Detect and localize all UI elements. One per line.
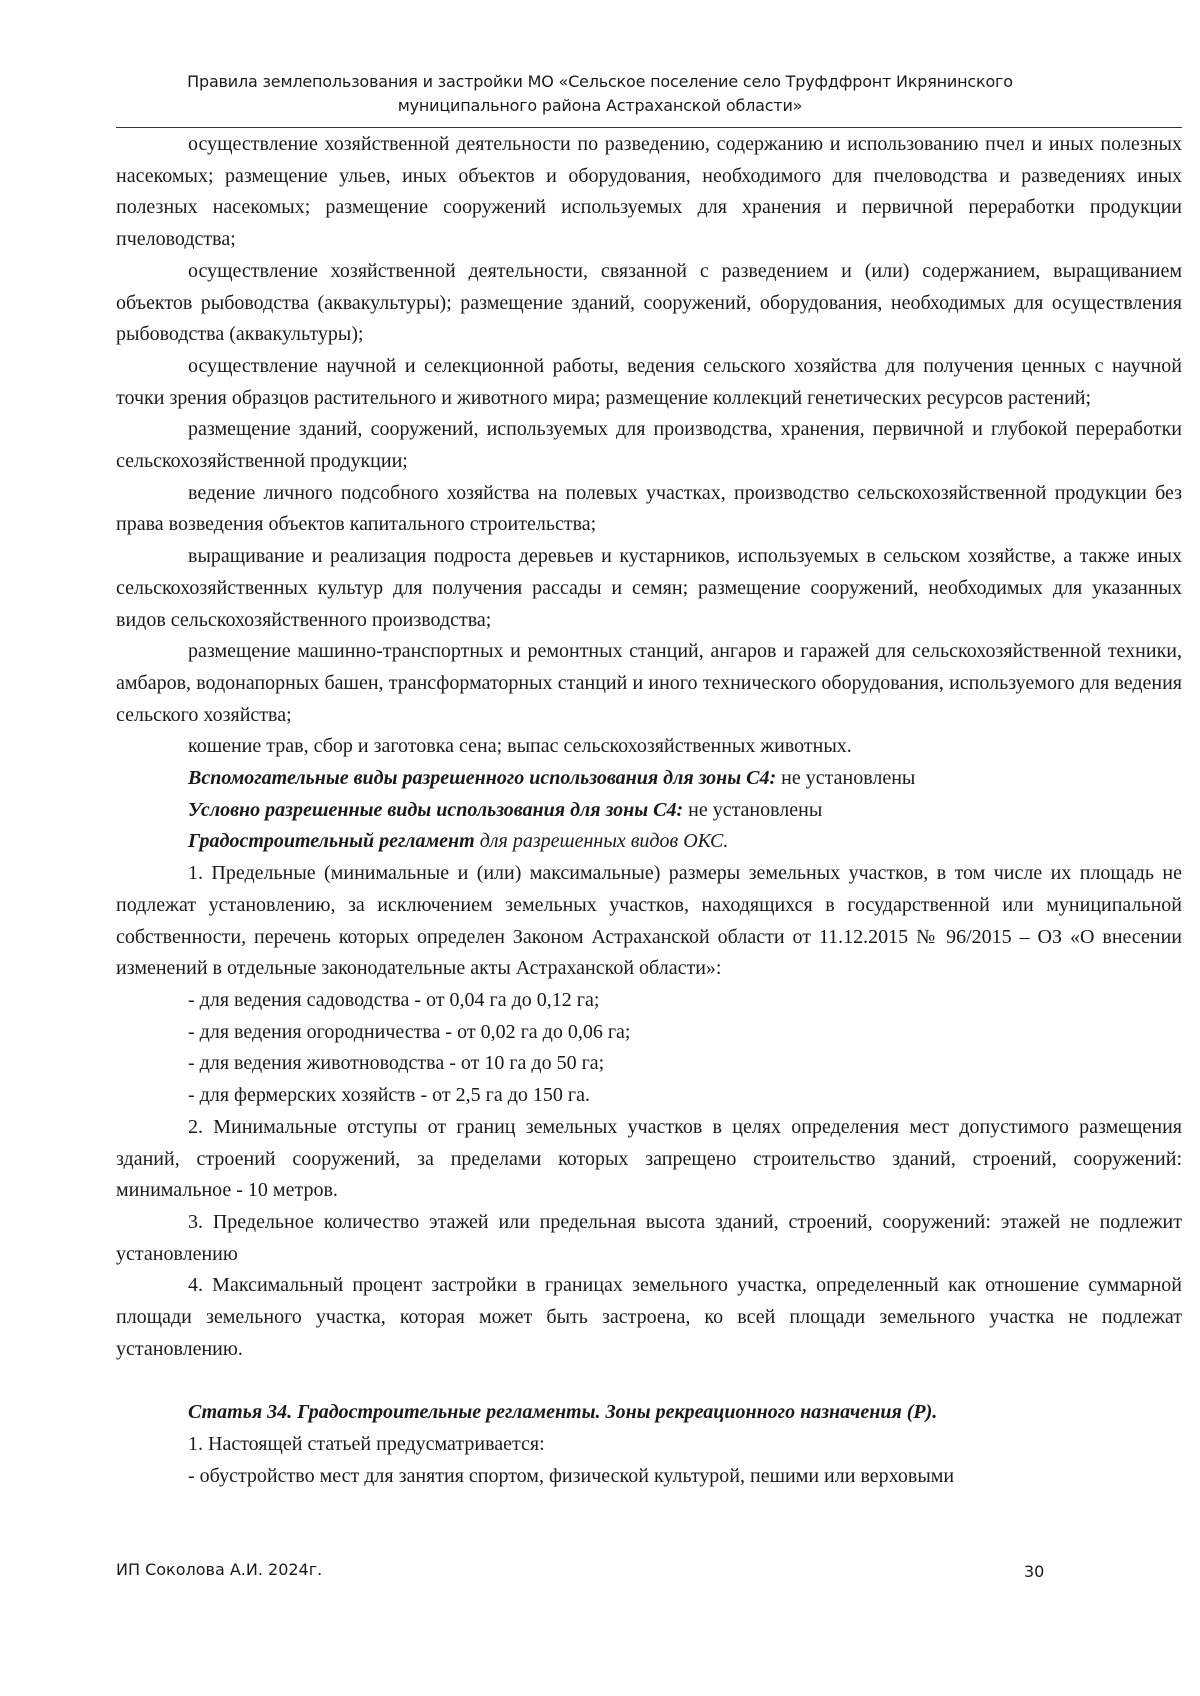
list-item: - для ведения огородничества - от 0,02 га до 0,06 га; (188, 1020, 631, 1043)
running-header (140, 70, 1060, 118)
header-rule (116, 127, 1182, 128)
regulation-label: Градостроительный регламент (188, 830, 475, 853)
conditional-uses-line (116, 795, 1182, 827)
paragraph-nursery: выращивание и реализация подроста деревьев и кустарников, используемых в сельском хозяйстве, а также иных сельскохозяйственных культур для получения рассады и семян; размещение сооружений, необходимых для указанных видов сельскохозяйственного производства; (116, 545, 1182, 631)
paragraph-machinery: размещение машинно-транспортных и ремонтных станций, ангаров и гаражей для сельскохозяйственной техники, амбаров, водонапорных башен, трансформаторных станций и иного технического оборудования, используемого для ведения сельского хозяйства; (116, 640, 1182, 726)
paragraph-spacer (116, 1365, 1182, 1397)
paragraph-fish-farming: осуществление хозяйственной деятельности, связанной с разведением и (или) содержанием, выращиванием объектов рыбоводства (аквакультуры); размещение зданий, сооружений, оборудования, необходимых для осуществления рыбоводства (аквакультуры); (116, 259, 1182, 346)
paragraph-household-plots: ведение личного подсобного хозяйства на полевых участках, производство сельскохозяйственной продукции без права возведения объектов капитального строительства; (116, 481, 1182, 536)
paragraph-selection-work: осуществление научной и селекционной работы, ведения сельского хозяйства для получения ценных с научной точки зрения образцов растительного и животного мира; размещение коллекций генетических ресурсов растений; (116, 354, 1182, 409)
header-line-2: муниципального района Астраханской области» (397, 96, 803, 115)
regulation-line (116, 826, 1182, 858)
list-item: - для ведения животноводства - от 10 га до 50 га; (188, 1052, 605, 1075)
item-3-floors: 3. Предельное количество этажей или предельная высота зданий, строений, сооружений: этажей не подлежит установлению (116, 1210, 1182, 1265)
auxiliary-uses-value: не установлены (776, 767, 916, 790)
article-item-1: 1. Настоящей статьей предусматривается: (188, 1433, 545, 1456)
conditional-uses-label: Условно разрешенные виды использования для зоны С4: (188, 798, 684, 821)
document-body (116, 129, 1182, 1493)
page-number: 30 (1024, 1562, 1045, 1581)
footer-author: ИП Соколова А.И. 2024г. (116, 1560, 323, 1579)
list-item: - для ведения садоводства - от 0,04 га до 0,12 га; (188, 988, 600, 1011)
header-line-1: Правила землепользования и застройки МО «Сельское поселение село Труфдфронт Икрянинского (187, 72, 1013, 91)
item-4-building-percent: 4. Максимальный процент застройки в границах земельного участка, определенный как отношение суммарной площади земельного участка, которая может быть застроена, ко всей площади земельного участка не подлежат установлению. (116, 1274, 1182, 1360)
item-2-setbacks: 2. Минимальные отступы от границ земельных участков в целях определения мест допустимого размещения зданий, строений сооружений, за пределами которых запрещено строительство зданий, строений, сооружений: минимальное - 10 метров. (116, 1115, 1182, 1202)
list-item: - для фермерских хозяйств - от 2,5 га до 150 га. (188, 1084, 590, 1107)
paragraph-processing: размещение зданий, сооружений, используемых для производства, хранения, первичной и глубокой переработки сельскохозяйственной продукции; (116, 418, 1182, 473)
paragraph-beekeeping: осуществление хозяйственной деятельности по разведению, содержанию и использованию пчел и иных полезных насекомых; размещение ульев, иных объектов и оборудования, необходимого для пчеловодства и разведениях иных полезных насекомых; размещение сооружений используемых для хранения и первичной переработки продукции пчеловодства; (116, 133, 1182, 251)
article-list-item: - обустройство мест для занятия спортом, физической культурой, пешими или верховыми (188, 1464, 955, 1487)
article-34-heading: Статья 34. Градостроительные регламенты. Зоны рекреационного назначения (Р). (188, 1401, 938, 1424)
conditional-uses-value: не установлены (683, 798, 823, 821)
auxiliary-uses-label: Вспомогательные виды разрешенного использования для зоны С4: (188, 767, 777, 790)
auxiliary-uses-line (116, 763, 1182, 795)
paragraph-haymaking: кошение трав, сбор и заготовка сена; выпас сельскохозяйственных животных. (188, 735, 852, 758)
regulation-value: для разрешенных видов ОКС. (474, 830, 729, 853)
item-1-plot-sizes: 1. Предельные (минимальные и (или) максимальные) размеры земельных участков, в том числе их площадь не подлежат установлению, за исключением земельных участков, находящихся в государственной или муниципальной собственности, перечень которых определен Законом Астраханской области от 11.12.2015 № 96/2015 – ОЗ «О внесении изменений в отдельные законодательные акты Астраханской области»: (116, 862, 1182, 980)
